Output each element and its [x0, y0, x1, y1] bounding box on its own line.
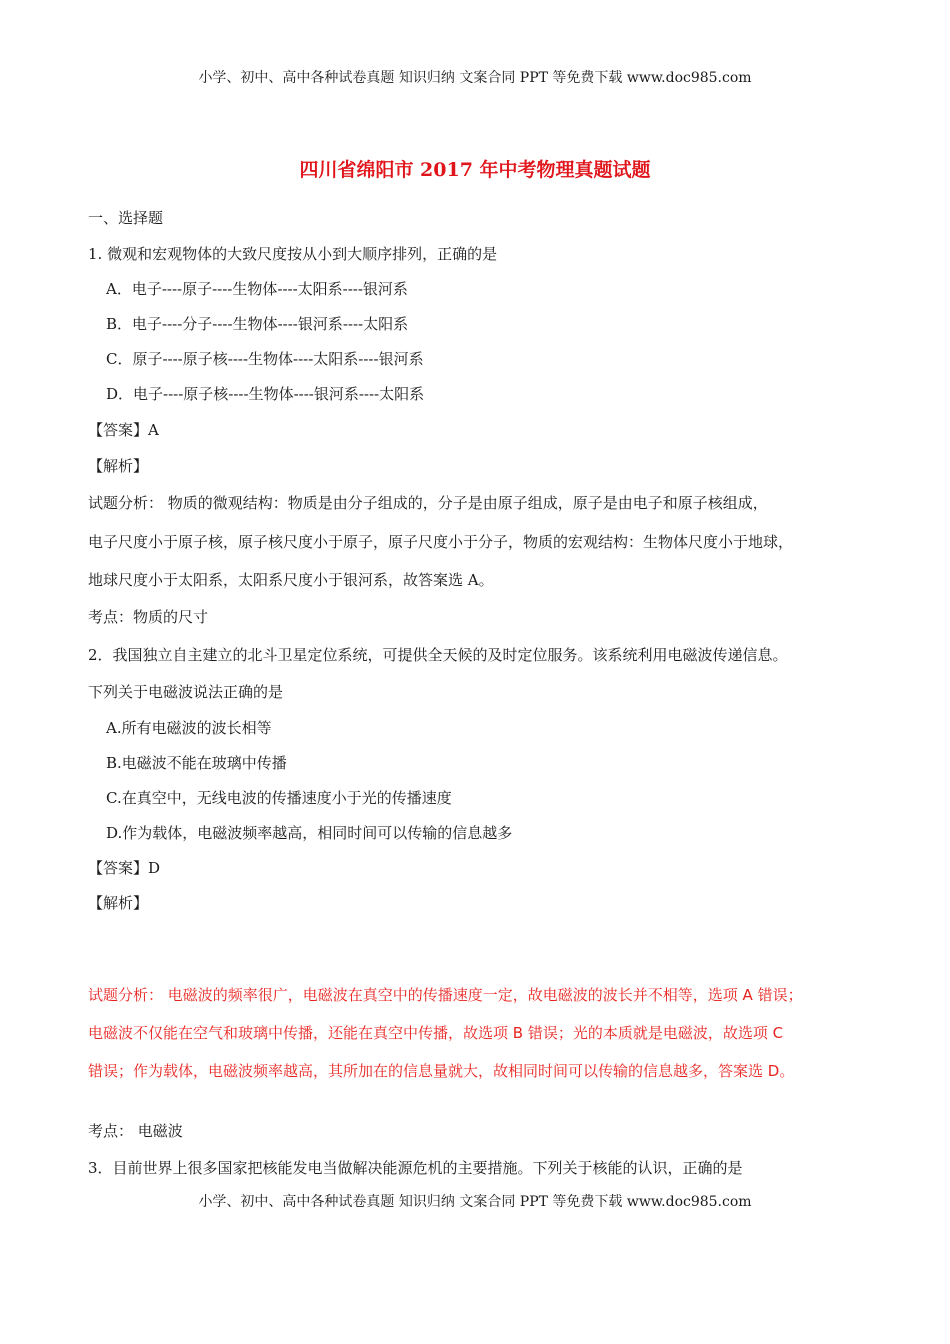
q2-stem-line-2: 下列关于电磁波说法正确的是 — [88, 683, 284, 701]
q2-option-b: B.电磁波不能在玻璃中传播 — [106, 754, 287, 772]
q2-analysis-line-3: 错误；作为载体，电磁波频率越高，其所加在的信息量就大，故相同时间可以传输的信息越多，答案选 D。 — [88, 1062, 795, 1080]
q1-option-b: B．电子----分子----生物体----银河系----太阳系 — [106, 315, 409, 333]
q1-analysis-line-1: 试题分析： 物质的微观结构：物质是由分子组成的，分子是由原子组成，原子是由电子和原子核组成， — [88, 494, 768, 512]
q2-stem-line-1: 2．我国独立自主建立的北斗卫星定位系统，可提供全天候的及时定位服务。该系统利用电磁波传递信息。 — [88, 646, 788, 664]
q2-option-c: C.在真空中，无线电波的传播速度小于光的传播速度 — [106, 789, 452, 807]
q2-answer: 【答案】D — [88, 859, 161, 877]
q2-option-a: A.所有电磁波的波长相等 — [106, 719, 272, 737]
section-heading: 一、选择题 — [88, 209, 164, 227]
q2-point: 考点： 电磁波 — [88, 1122, 183, 1140]
q1-point: 考点：物质的尺寸 — [88, 608, 209, 626]
q1-option-a: A．电子----原子----生物体----太阳系----银河系 — [106, 280, 408, 298]
q2-analysis-line-2: 电磁波不仅能在空气和玻璃中传播，还能在真空中传播，故选项 B 错误；光的本质就是电磁波，故选项 C — [88, 1024, 784, 1042]
q2-analysis-line-1: 试题分析： 电磁波的频率很广，电磁波在真空中的传播速度一定，故电磁波的波长并不相等，选项 A 错误； — [88, 986, 803, 1004]
q1-option-c: C．原子----原子核----生物体----太阳系----银河系 — [106, 350, 424, 368]
q1-option-d: D．电子----原子核----生物体----银河系----太阳系 — [106, 385, 425, 403]
q2-analysis-label: 【解析】 — [88, 894, 149, 912]
q2-option-d: D.作为载体，电磁波频率越高，相同时间可以传输的信息越多 — [106, 824, 513, 842]
q1-stem: 1. 微观和宏观物体的大致尺度按从小到大顺序排列，正确的是 — [88, 245, 498, 263]
page-title: 四川省绵阳市 2017 年中考物理真题试题 — [299, 159, 651, 181]
q1-analysis-line-3: 地球尺度小于太阳系，太阳系尺度小于银河系，故答案选 A。 — [88, 571, 494, 589]
q1-analysis-label: 【解析】 — [88, 457, 149, 475]
q1-analysis-line-2: 电子尺度小于原子核，原子核尺度小于原子，原子尺度小于分子，物质的宏观结构：生物体尺度小于地球， — [88, 533, 794, 551]
page-header: 小学、初中、高中各种试卷真题 知识归纳 文案合同 PPT 等免费下载 www.doc985.com — [198, 70, 752, 86]
q1-answer: 【答案】A — [88, 421, 159, 439]
page-footer: 小学、初中、高中各种试卷真题 知识归纳 文案合同 PPT 等免费下载 www.doc985.com — [198, 1194, 752, 1210]
q3-stem: 3．目前世界上很多国家把核能发电当做解决能源危机的主要措施。下列关于核能的认识，正确的是 — [88, 1159, 743, 1177]
